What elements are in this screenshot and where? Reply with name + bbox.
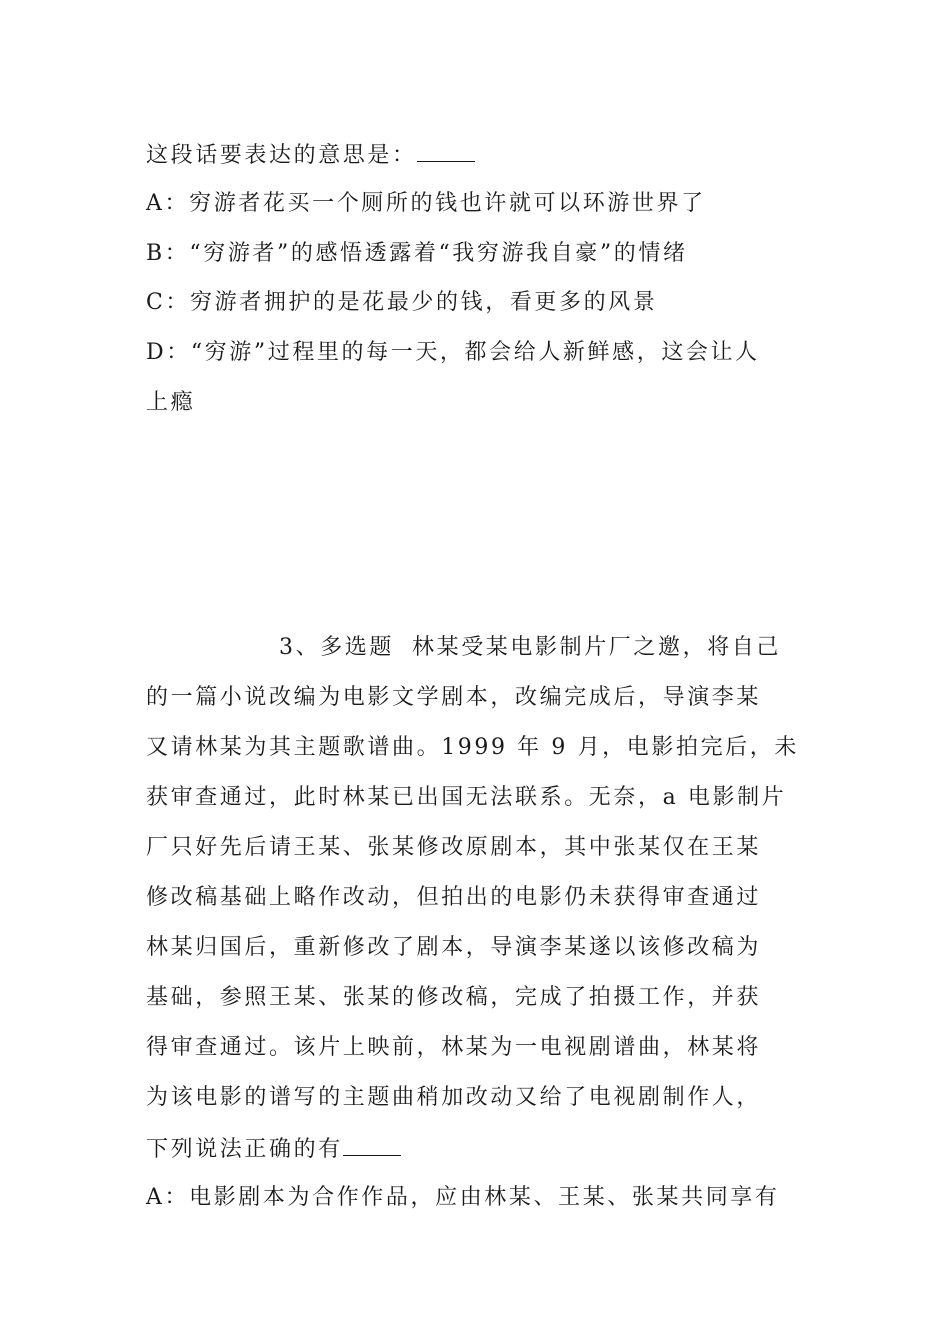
question-2-stem	[146, 139, 810, 171]
answer-blank	[343, 1133, 401, 1156]
question-3-text-line: 厂只好先后请王某、张某修改原剧本，其中张某仅在王某	[146, 835, 762, 860]
question-3-option-a: A：电影剧本为合作作品，应由林某、王某、张某共同享有	[146, 1185, 780, 1210]
question-3-text-line: 基础，参照王某、张某的修改稿，完成了拍摄工作，并获	[146, 985, 762, 1010]
question-3-last-line	[146, 1133, 810, 1165]
question-3-number: 3、多选题	[279, 635, 394, 660]
answer-blank	[417, 139, 475, 162]
question-3-text-line: 为该电影的谱写的主题曲稍加改动又给了电视剧制作人，	[146, 1085, 762, 1110]
question-3-text-line: 得审查通过。该片上映前，林某为一电视剧谱曲，林某将	[146, 1035, 762, 1060]
question-2-option-b: B：“穷游者”的感悟透露着“我穷游我自豪”的情绪	[146, 241, 688, 266]
question-3-text-line: 又请林某为其主题歌谱曲。1999 年 9 月，电影拍完后，未	[146, 735, 799, 760]
question-3-text-line: 的一篇小说改编为电影文学剧本，改编完成后，导演李某	[146, 685, 762, 710]
question-3-text-line: 修改稿基础上略作改动，但拍出的电影仍未获得审查通过	[146, 885, 762, 910]
question-3-heading	[146, 633, 810, 663]
question-3-text-line: 林某受某电影制片厂之邀，将自己	[412, 635, 782, 660]
question-2-option-d-continued: 上瘾	[146, 390, 196, 415]
question-2-stem-text: 这段话要表达的意思是：	[146, 143, 417, 168]
question-3-text-line: 获审查通过，此时林某已出国无法联系。无奈，a 电影制片	[146, 785, 787, 810]
question-2-option-c: C：穷游者拥护的是花最少的钱，看更多的风景	[146, 290, 658, 315]
question-3-text-line: 林某归国后，重新修改了剧本，导演李某遂以该修改稿为	[146, 935, 762, 960]
question-2-option-a: A：穷游者花买一个厕所的钱也许就可以环游世界了	[146, 191, 706, 216]
question-3-prompt: 下列说法正确的有	[146, 1137, 343, 1162]
question-2-option-d: D：“穷游”过程里的每一天，都会给人新鲜感，这会让人	[146, 340, 760, 365]
